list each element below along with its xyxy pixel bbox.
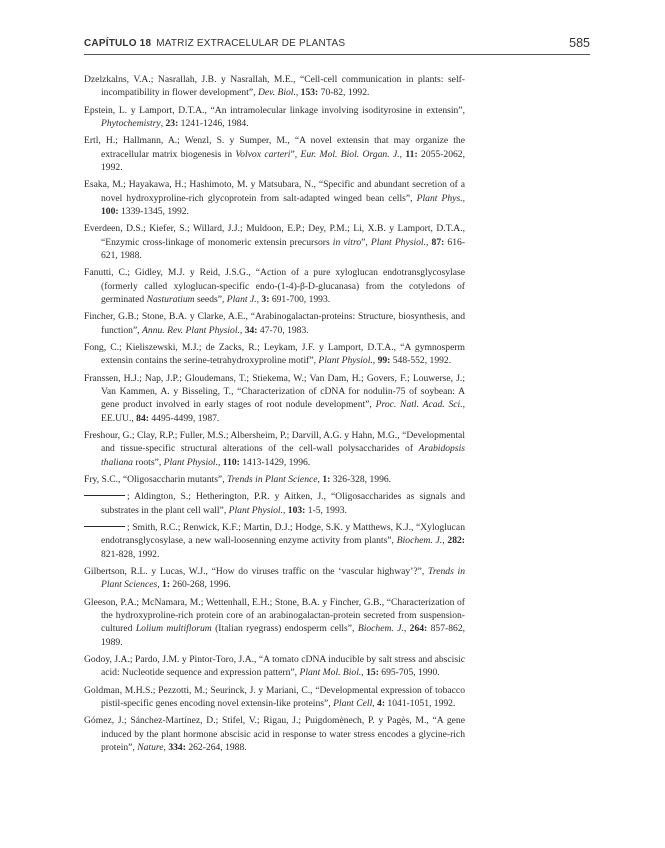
reference-text: , — [442, 535, 448, 547]
chapter-label: CAPÍTULO 18 — [84, 38, 152, 49]
reference-godoy — [84, 653, 465, 680]
reference-text: Fry, S.C., “Oligosaccharin mutants”, — [84, 473, 227, 485]
reference-text: 695-705, 1990. — [378, 667, 440, 679]
reference-volume: 15: — [366, 667, 379, 679]
reference-text: roots”, — [132, 456, 164, 468]
reference-text: Gleeson, P.A.; McNamara, M.; Wettenhall, E.H.; Stone, B.A. y Fincher, G.B., “Characterization of the hydroxyproline-rich protein core of an arabinogalactan-protein secreted from suspension-cultured — [84, 596, 465, 635]
reference-fry2 — [84, 490, 465, 517]
reference-text: , — [372, 697, 378, 709]
reference-volume: 4: — [377, 697, 386, 709]
reference-text: , — [239, 324, 245, 336]
running-header — [84, 36, 590, 54]
reference-text: 4495-4499, 1987. — [148, 412, 220, 424]
reference-fincher — [84, 310, 465, 337]
reference-text: 548-552, 1992. — [390, 355, 452, 367]
reference-volume: 1: — [322, 473, 331, 485]
reference-text: ”, — [361, 236, 371, 248]
reference-volume: 3: — [261, 293, 270, 305]
reference-text: , — [361, 667, 367, 679]
reference-volume: 11: — [405, 148, 418, 160]
reference-text: ; Smith, R.C.; Renwick, K.F.; Martin, D.J.; Hodge, S.K. y Matthews, K.J., “Xyloglucan endotransglycosylase, a new wall-loosenning enzyme activity from plants”, — [101, 522, 465, 547]
reference-text: 2055-2062, 1992. — [101, 148, 466, 173]
reference-text: 1413-1429, 1996. — [239, 456, 311, 468]
reference-list — [84, 73, 465, 758]
reference-italic: Plant Physiol. — [228, 504, 283, 516]
reference-fry3 — [84, 521, 465, 561]
reference-volume: 34: — [244, 324, 258, 336]
reference-text: , — [295, 87, 301, 99]
reference-italic: Dev. Biol. — [257, 87, 296, 99]
reference-text: 1241-1246, 1984. — [178, 117, 249, 129]
reference-text: 1-5, 1993. — [305, 504, 347, 516]
reference-text: , — [399, 148, 406, 160]
reference-goldman — [84, 684, 465, 711]
reference-italic: in vitro — [332, 236, 362, 248]
reference-text: , EE.UU., — [101, 399, 465, 424]
reference-freshour — [84, 429, 465, 469]
reference-text: Fincher, G.B.; Stone, B.A. y Clarke, A.E., “Arabinogalactan-proteins: Structure, biosynthesis, and function”, — [84, 311, 465, 336]
reference-volume: 99: — [377, 355, 391, 367]
reference-text: Esaka, M.; Hayakawa, H.; Hashimoto, M. y Matsubara, N., “Specific and abundant secretion of a novel hydroxyproline-rich glycoprotein from salt-adapted winged bean cells”, — [84, 179, 465, 204]
reference-text: , — [160, 117, 166, 129]
reference-italic: Nasturatium — [146, 293, 195, 305]
reference-text: , — [317, 473, 323, 485]
reference-text: 616-621, 1988. — [101, 236, 466, 261]
reference-ertl — [84, 134, 465, 174]
reference-text: 47-70, 1983. — [257, 324, 309, 336]
reference-volume: 84: — [136, 412, 149, 424]
reference-italic: Annu. Rev. Plant Physiol. — [142, 324, 240, 336]
reference-volume: 103: — [287, 504, 306, 516]
reference-volume: 1: — [162, 579, 171, 591]
reference-italic: Plant J. — [226, 293, 257, 305]
reference-text: ; Aldington, S.; Hetherington, P.R. y Aitken, J., “Oligosaccharides as signals and substrates in the plant cell wall”, — [101, 491, 465, 516]
reference-volume: 282: — [447, 535, 465, 547]
reference-text: Dzelzkalns, V.A.; Nasrallah, J.B. y Nasrallah, M.E., “Cell-cell communication in plants: self-incompatibility in flower development”, — [84, 74, 465, 99]
reference-text: Epstein, L. y Lamport, D.T.A., “An intramolecular linkage involving isodityrosine in extensin”, — [84, 104, 465, 116]
reference-text: Gómez, J.; Sánchez-Martínez, D.; Stifel, V.; Rigau, J.; Puigdomènech, P. y Pagès, M., “A gene induced by the plant hormone abscisic acid in response to water stress encodes a glycine-rich protein”, — [84, 715, 465, 753]
reference-italic: Proc. Natl. Acad. Sci. — [375, 399, 463, 411]
reference-italic: Arabidopsis thaliana — [101, 443, 465, 468]
reference-fanutti — [84, 266, 465, 306]
reference-text: , — [282, 504, 288, 516]
reference-italic: Nature — [137, 741, 164, 753]
reference-italic: Lolium multiflorum — [135, 623, 212, 635]
reference-italic: Plant Mol. Biol. — [299, 667, 362, 679]
reference-text: (Italian ryegrass) endosperm cells”, — [211, 623, 358, 635]
reference-everdeen — [84, 222, 465, 262]
reference-volume: 87: — [431, 236, 445, 248]
same-author-dash — [84, 526, 125, 527]
reference-italic: Plant Physiol. — [370, 236, 426, 248]
reference-text: 1339-1345, 1992. — [118, 205, 189, 217]
reference-text: Everdeen, D.S.; Kiefer, S.; Willard, J.J.; Muldoon, E.P.; Dey, P.M.; Li, X.B. y Lamport, D.T.A., “Enzymic cross-linkage of monomeric extensin precursors — [84, 223, 465, 248]
reference-dzelzkalns — [84, 73, 465, 100]
reference-text: 70-82, 1992. — [318, 87, 370, 99]
reference-text: Fong, C.; Kieliszewski, M.J.; de Zacks, R.; Leykam, J.F. y Lamport, D.T.A., “A gymnosperm extensin contains the serine-tetrahydroxyproline motif”, — [84, 342, 465, 367]
reference-text: Fanutti, C.; Gidley, M.J. y Reid, J.S.G., “Action of a pure xyloglucan endotransglycosylase (formerly called xyloglucan-specific endo-(1-4)-β-D-glucanasa) from the cotyledons of germinated — [84, 267, 465, 305]
reference-text: 821-828, 1992. — [101, 548, 160, 560]
reference-italic: Plant Cell — [333, 697, 373, 709]
reference-italic: Plant Phys. — [416, 192, 463, 204]
reference-text: ”, — [290, 148, 301, 160]
reference-text: , — [403, 623, 410, 635]
reference-text: , — [163, 741, 169, 753]
reference-text: Freshour, G.; Clay, R.P.; Fuller, M.S.; Albersheim, P.; Darvill, A.G. y Hahn, M.G., “Developmental and tissue-specific structural alterations of the cell-wall polysaccharides of — [84, 429, 465, 455]
chapter-heading — [84, 38, 345, 49]
reference-italic: Trends in Plant Sciences — [101, 566, 465, 591]
reference-text: , — [256, 293, 262, 305]
reference-gleeson — [84, 596, 465, 649]
reference-fry1 — [84, 473, 465, 486]
reference-text: Gilbertson, R.L. y Lucas, W.J., “How do viruses traffic on the ‘vascular highway’?”, — [84, 566, 429, 578]
reference-text: , — [426, 236, 432, 248]
reference-volume: 334: — [168, 741, 186, 753]
reference-esaka — [84, 178, 465, 218]
reference-italic: Phytochemistry — [101, 117, 161, 129]
reference-text: 1041-1051, 1992. — [385, 697, 456, 709]
reference-text: , — [462, 192, 466, 204]
reference-volume: 264: — [409, 623, 428, 635]
reference-italic: Volvox carteri — [235, 148, 291, 160]
same-author-dash — [84, 495, 125, 496]
reference-franssen — [84, 372, 465, 425]
reference-volume: 153: — [300, 87, 319, 99]
reference-text: , — [218, 456, 223, 468]
reference-italic: Biochem. J. — [396, 535, 443, 547]
reference-volume: 23: — [165, 117, 179, 129]
reference-text: Goldman, M.H.S.; Pezzotti, M.; Seurinck, J. y Mariani, C., “Developmental expression of tobacco pistil-specific genes encoding novel extensin-like proteins”, — [84, 684, 465, 709]
reference-text: 260-268, 1996. — [170, 579, 231, 591]
reference-italic: Plant Physiol. — [163, 456, 218, 468]
page-number: 585 — [569, 36, 590, 50]
reference-volume: 110: — [222, 456, 240, 468]
reference-text: 857-862, 1989. — [101, 623, 466, 648]
reference-text: Godoy, J.A.; Pardo, J.M. y Pintor-Toro, J.A., “A tomato cDNA inducible by salt stress and abscisic acid: Nucleotide sequence and expression pattern”, — [84, 653, 465, 679]
reference-italic: Biochem. J. — [357, 623, 404, 635]
reference-italic: Eur. Mol. Biol. Organ. J. — [300, 148, 400, 160]
reference-fong — [84, 341, 465, 368]
reference-gomez — [84, 714, 465, 754]
reference-text: 691-700, 1993. — [269, 293, 331, 305]
reference-italic: Plant Physiol. — [318, 355, 373, 367]
reference-text: 262-264, 1988. — [185, 741, 247, 753]
reference-text: , — [157, 579, 163, 591]
reference-italic: Trends in Plant Science — [227, 473, 318, 485]
reference-epstein — [84, 104, 465, 131]
reference-volume: 100: — [101, 205, 119, 217]
reference-text: seeds”, — [194, 293, 227, 305]
reference-text: Ertl, H.; Hallmann, A.; Wenzl, S. y Sumper, M., “A novel extensin that may organize the extracellular matrix biogenesis in — [84, 135, 465, 160]
reference-text: Franssen, H.J.; Nap, J.P.; Gloudemans, T.; Stiekema, W.; Van Dam, H.; Govers, F.; Louwerse, J.; Van Kammen, A. y Bisseling, T., “Characterization of cDNA for nodulin-75 of soybean: A gene product involved in early stages of root nodule development”, — [84, 372, 465, 411]
reference-text: , — [372, 355, 378, 367]
chapter-title: MATRIZ EXTRACELULAR DE PLANTAS — [156, 38, 346, 49]
reference-gilbertson — [84, 565, 465, 592]
header-rule — [84, 54, 590, 55]
reference-text: 326-328, 1996. — [330, 473, 392, 485]
